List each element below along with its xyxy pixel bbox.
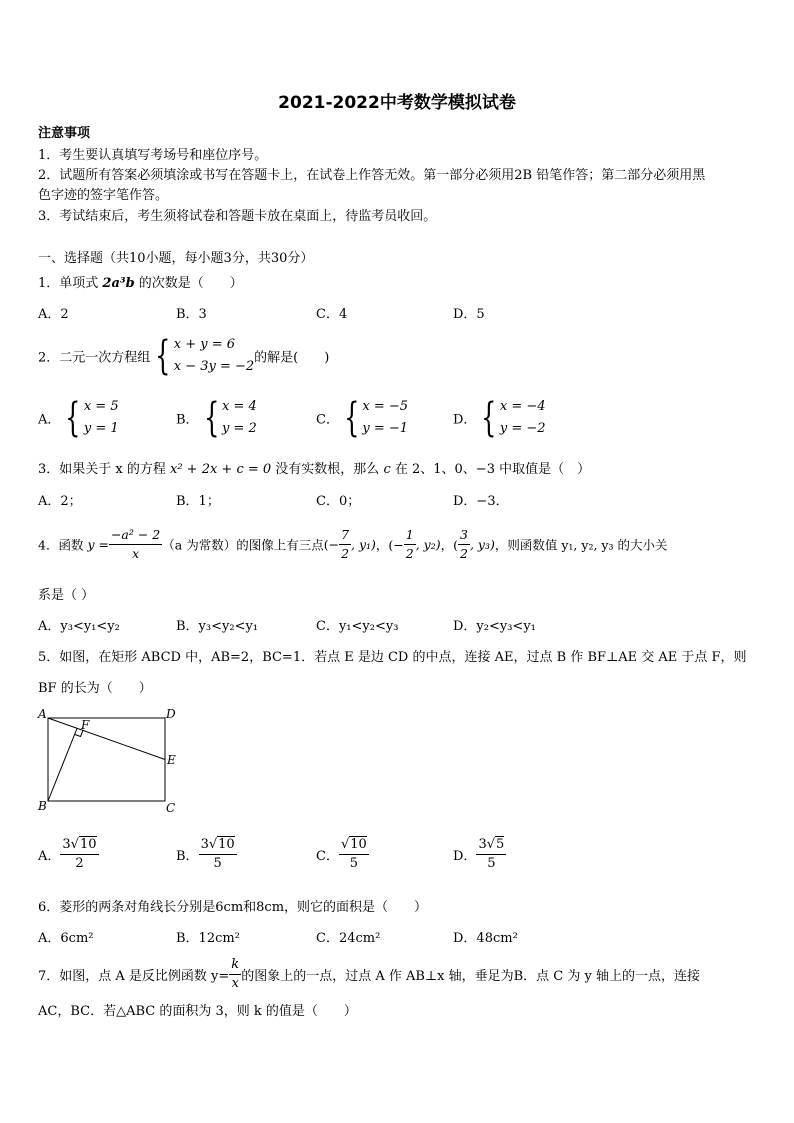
q5-option-d: D． $\frac{3√5}{5}$ [453,837,505,871]
q3-option-a: A．2； [38,494,82,509]
question-2-post: 的解是( ) [254,350,330,366]
exam-title: 2021-2022中考数学模拟试卷 [278,93,516,113]
q1-option-c: C．4 [316,307,348,322]
question-6: 6．菱形的两条对角线长分别是6cm和8cm，则它的面积是（ ） [38,900,428,915]
note-item: 1．考生要认真填写考场号和座位序号。 [38,148,268,163]
q1-option-d: D．5 [453,307,485,322]
rectangle-figure [30,704,190,822]
question-5: 5．如图，在矩形 ABCD 中，AB=2，BC=1．若点 E 是边 CD 的中点，连接 AE，过点 B 作 BF⊥AE 交 AE 于点 F，则 [38,650,747,665]
note-item: 2．试题所有答案必须填涂或书写在答题卡上，在试卷上作答无效。第一部分必须用2B 铅笔作答；第二部分必须用黑 [38,168,706,183]
q2-option-a: A． { x = 5 y = 1 [38,395,119,441]
point-label-e: E [167,753,176,767]
question-1 [38,272,243,291]
q2-option-c: C． { x = −5 y = −1 [316,395,409,441]
section-heading: 一、选择题（共10小题，每小题3分，共30分） [38,251,314,266]
q6-option-a: A．6cm² [38,931,94,946]
vertex-label-d: D [166,707,176,721]
q2-option-d: D． { x = −4 y = −2 [453,395,546,441]
question-5-line2: BF 的长为（ ） [38,681,152,696]
note-item: 3．考试结束后，考生须将试卷和答题卡放在桌面上，待监考员收回。 [38,209,437,224]
q5-option-a: A． $\frac{3√10}{2}$ [38,837,97,871]
q6-option-b: B．12cm² [176,931,240,946]
q2-option-b: B． { x = 4 y = 2 [176,395,257,441]
q4-option-c: C．y₁<y₂<y₃ [316,619,399,634]
question-1-expr: 2a³b [102,276,135,291]
q3-option-c: C．0； [316,494,361,509]
vertex-label-a: A [38,707,47,721]
q5-option-b: B． $\frac{3√10}{5}$ [176,837,235,871]
q6-option-c: C．24cm² [316,931,381,946]
question-4: 4．函数 y = $\frac{\text{−a² − 2}}{x}$ （a 为常数）的图像上有三点(− $\frac{7}{2}$ , y₁)，(− $\frac{1}{2}$ , y₂)，( $\frac{3}{2}$ , y₃)，则函数值 y₁, y₂, y₃ 的大小关 [38,527,668,561]
system-row-1: x + y = 6 [173,337,235,352]
question-7-line2: AC，BC．若△ABC 的面积为 3，则 k 的值是（ ） [38,1004,357,1019]
q3-option-b: B．1； [176,494,220,509]
q4-option-a: A．y₃<y₁<y₂ [38,619,120,634]
question-3: 3．如果关于 x 的方程 x² + 2x + c = 0 没有实数根，那么 c 在 2、1、0、−3 中取值是（ ） [38,462,591,477]
q6-option-d: D．48cm² [453,931,518,946]
point-label-f: F [81,718,90,732]
question-4-line2: 系是（ ） [38,588,95,603]
q1-option-b: B．3 [176,307,207,322]
equation-system: { x + y = 6 x − 3y = −2 [155,333,255,379]
q4-option-b: B．y₃<y₂<y₁ [176,619,259,634]
vertex-label-c: C [166,801,176,815]
question-1-pre: 1．单项式 [38,276,103,291]
q5-option-c: C． $\frac{√10}{5}$ [316,837,367,871]
q1-option-a: A．2 [38,307,69,322]
vertex-label-b: B [38,799,47,813]
question-7: 7．如图，点 A 是反比例函数 y= $\frac{k}{x}$ 的图象上的一点，过点 A 作 AB⊥x 轴，垂足为B．点 C 为 y 轴上的一点，连接 [38,957,700,991]
system-row-2: x − 3y = −2 [173,359,255,374]
question-1-post: 的次数是（ ） [134,276,243,291]
question-2 [38,334,329,378]
note-item: 色字迹的签字笔作答。 [38,188,169,203]
q4-option-d: D．y₂<y₃<y₁ [453,619,536,634]
notes-heading: 注意事项 [38,126,91,141]
q3-option-d: D．−3． [453,494,509,509]
question-2-pre: 2．二元一次方程组 [38,350,151,366]
